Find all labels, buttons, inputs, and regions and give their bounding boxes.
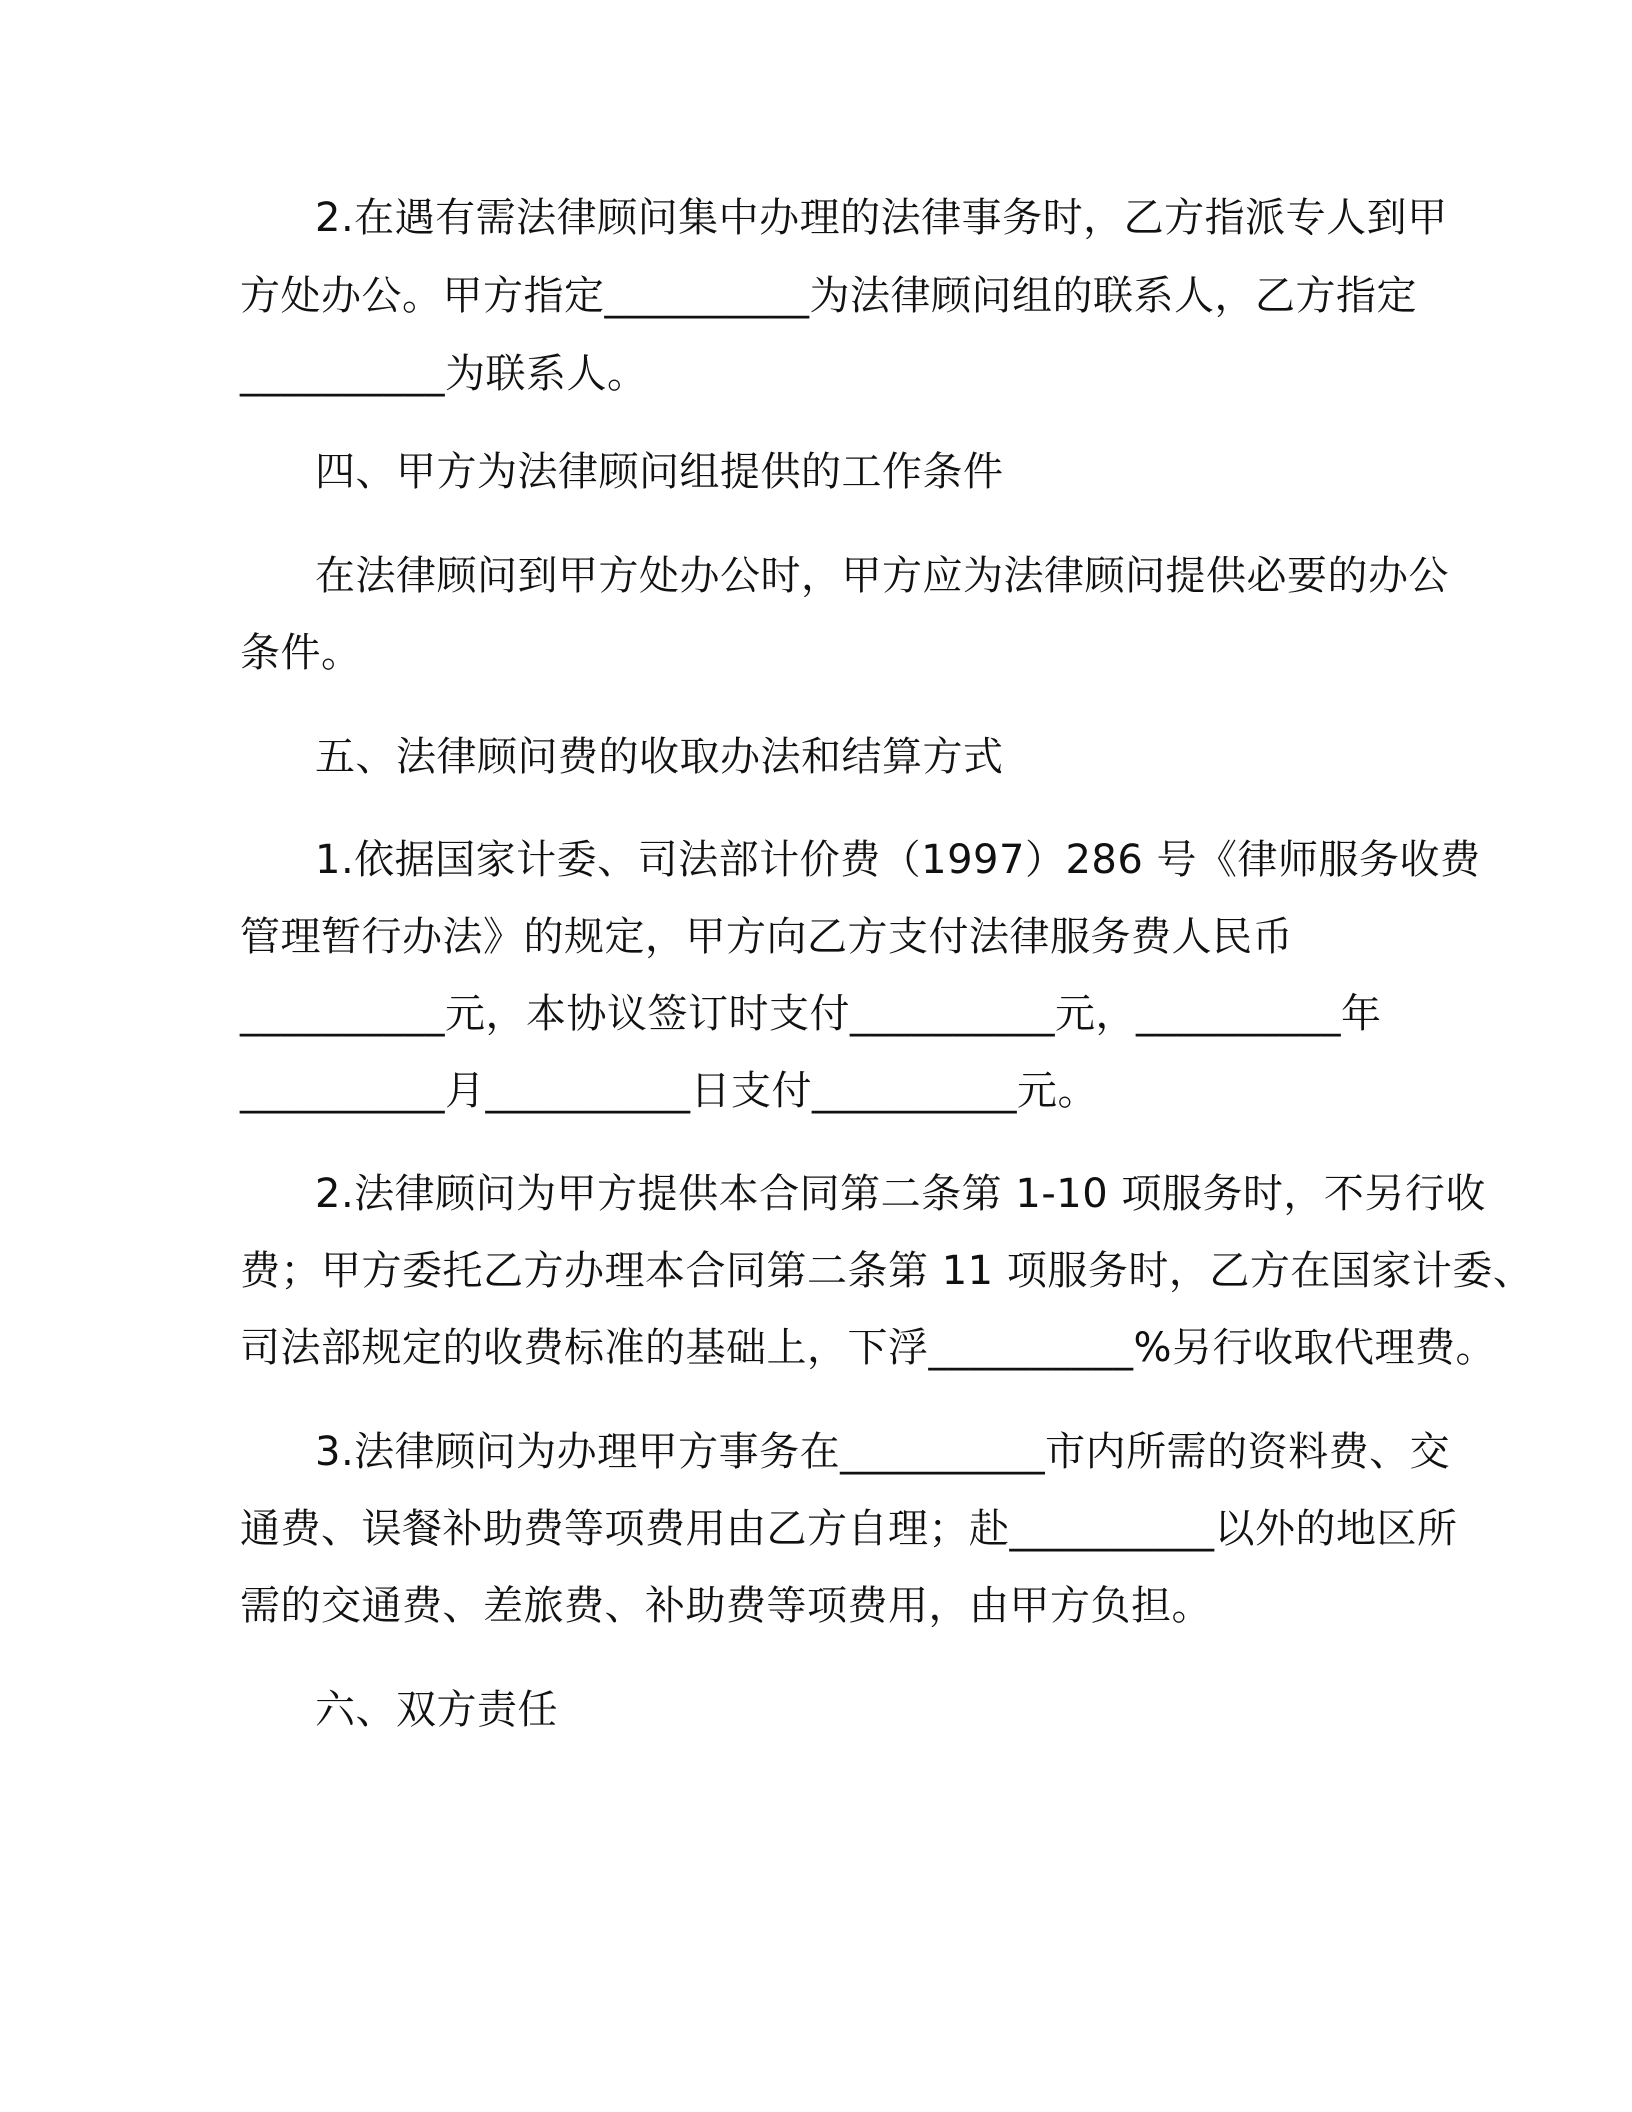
section-5-heading: 五、法律顾问费的收取办法和结算方式 — [315, 734, 1004, 780]
clause-5-2-line-2: 费；甲方委托乙方办理本合同第二条第 11 项服务时，乙方在国家计委、 — [240, 1248, 1534, 1294]
clause-5-1-line-4: __________月__________日支付__________元。 — [240, 1068, 1098, 1114]
paragraph-2-line-3: __________为联系人。 — [240, 351, 648, 397]
clause-5-3-line-1: 3.法律顾问为办理甲方事务在__________市内所需的资料费、交 — [315, 1429, 1451, 1475]
clause-5-3-line-2: 通费、误餐补助费等项费用由乙方自理；赴__________以外的地区所 — [240, 1506, 1458, 1552]
section-4-text-line-2: 条件。 — [240, 630, 362, 676]
section-6-heading: 六、双方责任 — [315, 1687, 558, 1733]
clause-5-2-line-1: 2.法律顾问为甲方提供本合同第二条第 1-10 项服务时，不另行收 — [315, 1171, 1486, 1217]
clause-5-1-line-3: __________元，本协议签订时支付__________元，__________年 — [240, 991, 1382, 1037]
paragraph-2-line-2: 方处办公。甲方指定__________为法律顾问组的联系人，乙方指定 — [240, 273, 1417, 319]
clause-5-2-line-3: 司法部规定的收费标准的基础上，下浮__________%另行收取代理费。 — [240, 1325, 1497, 1371]
clause-5-1-line-1: 1.依据国家计委、司法部计价费（1997）286 号《律师服务收费 — [315, 837, 1481, 883]
section-4-text-line-1: 在法律顾问到甲方处办公时，甲方应为法律顾问提供必要的办公 — [315, 553, 1449, 599]
paragraph-2-line-1: 2.在遇有需法律顾问集中办理的法律事务时，乙方指派专人到甲 — [315, 195, 1448, 241]
section-4-heading: 四、甲方为法律顾问组提供的工作条件 — [315, 449, 1004, 495]
clause-5-3-line-3: 需的交通费、差旅费、补助费等项费用，由甲方负担。 — [240, 1583, 1212, 1629]
clause-5-1-line-2: 管理暂行办法》的规定，甲方向乙方支付法律服务费人民币 — [240, 914, 1293, 960]
